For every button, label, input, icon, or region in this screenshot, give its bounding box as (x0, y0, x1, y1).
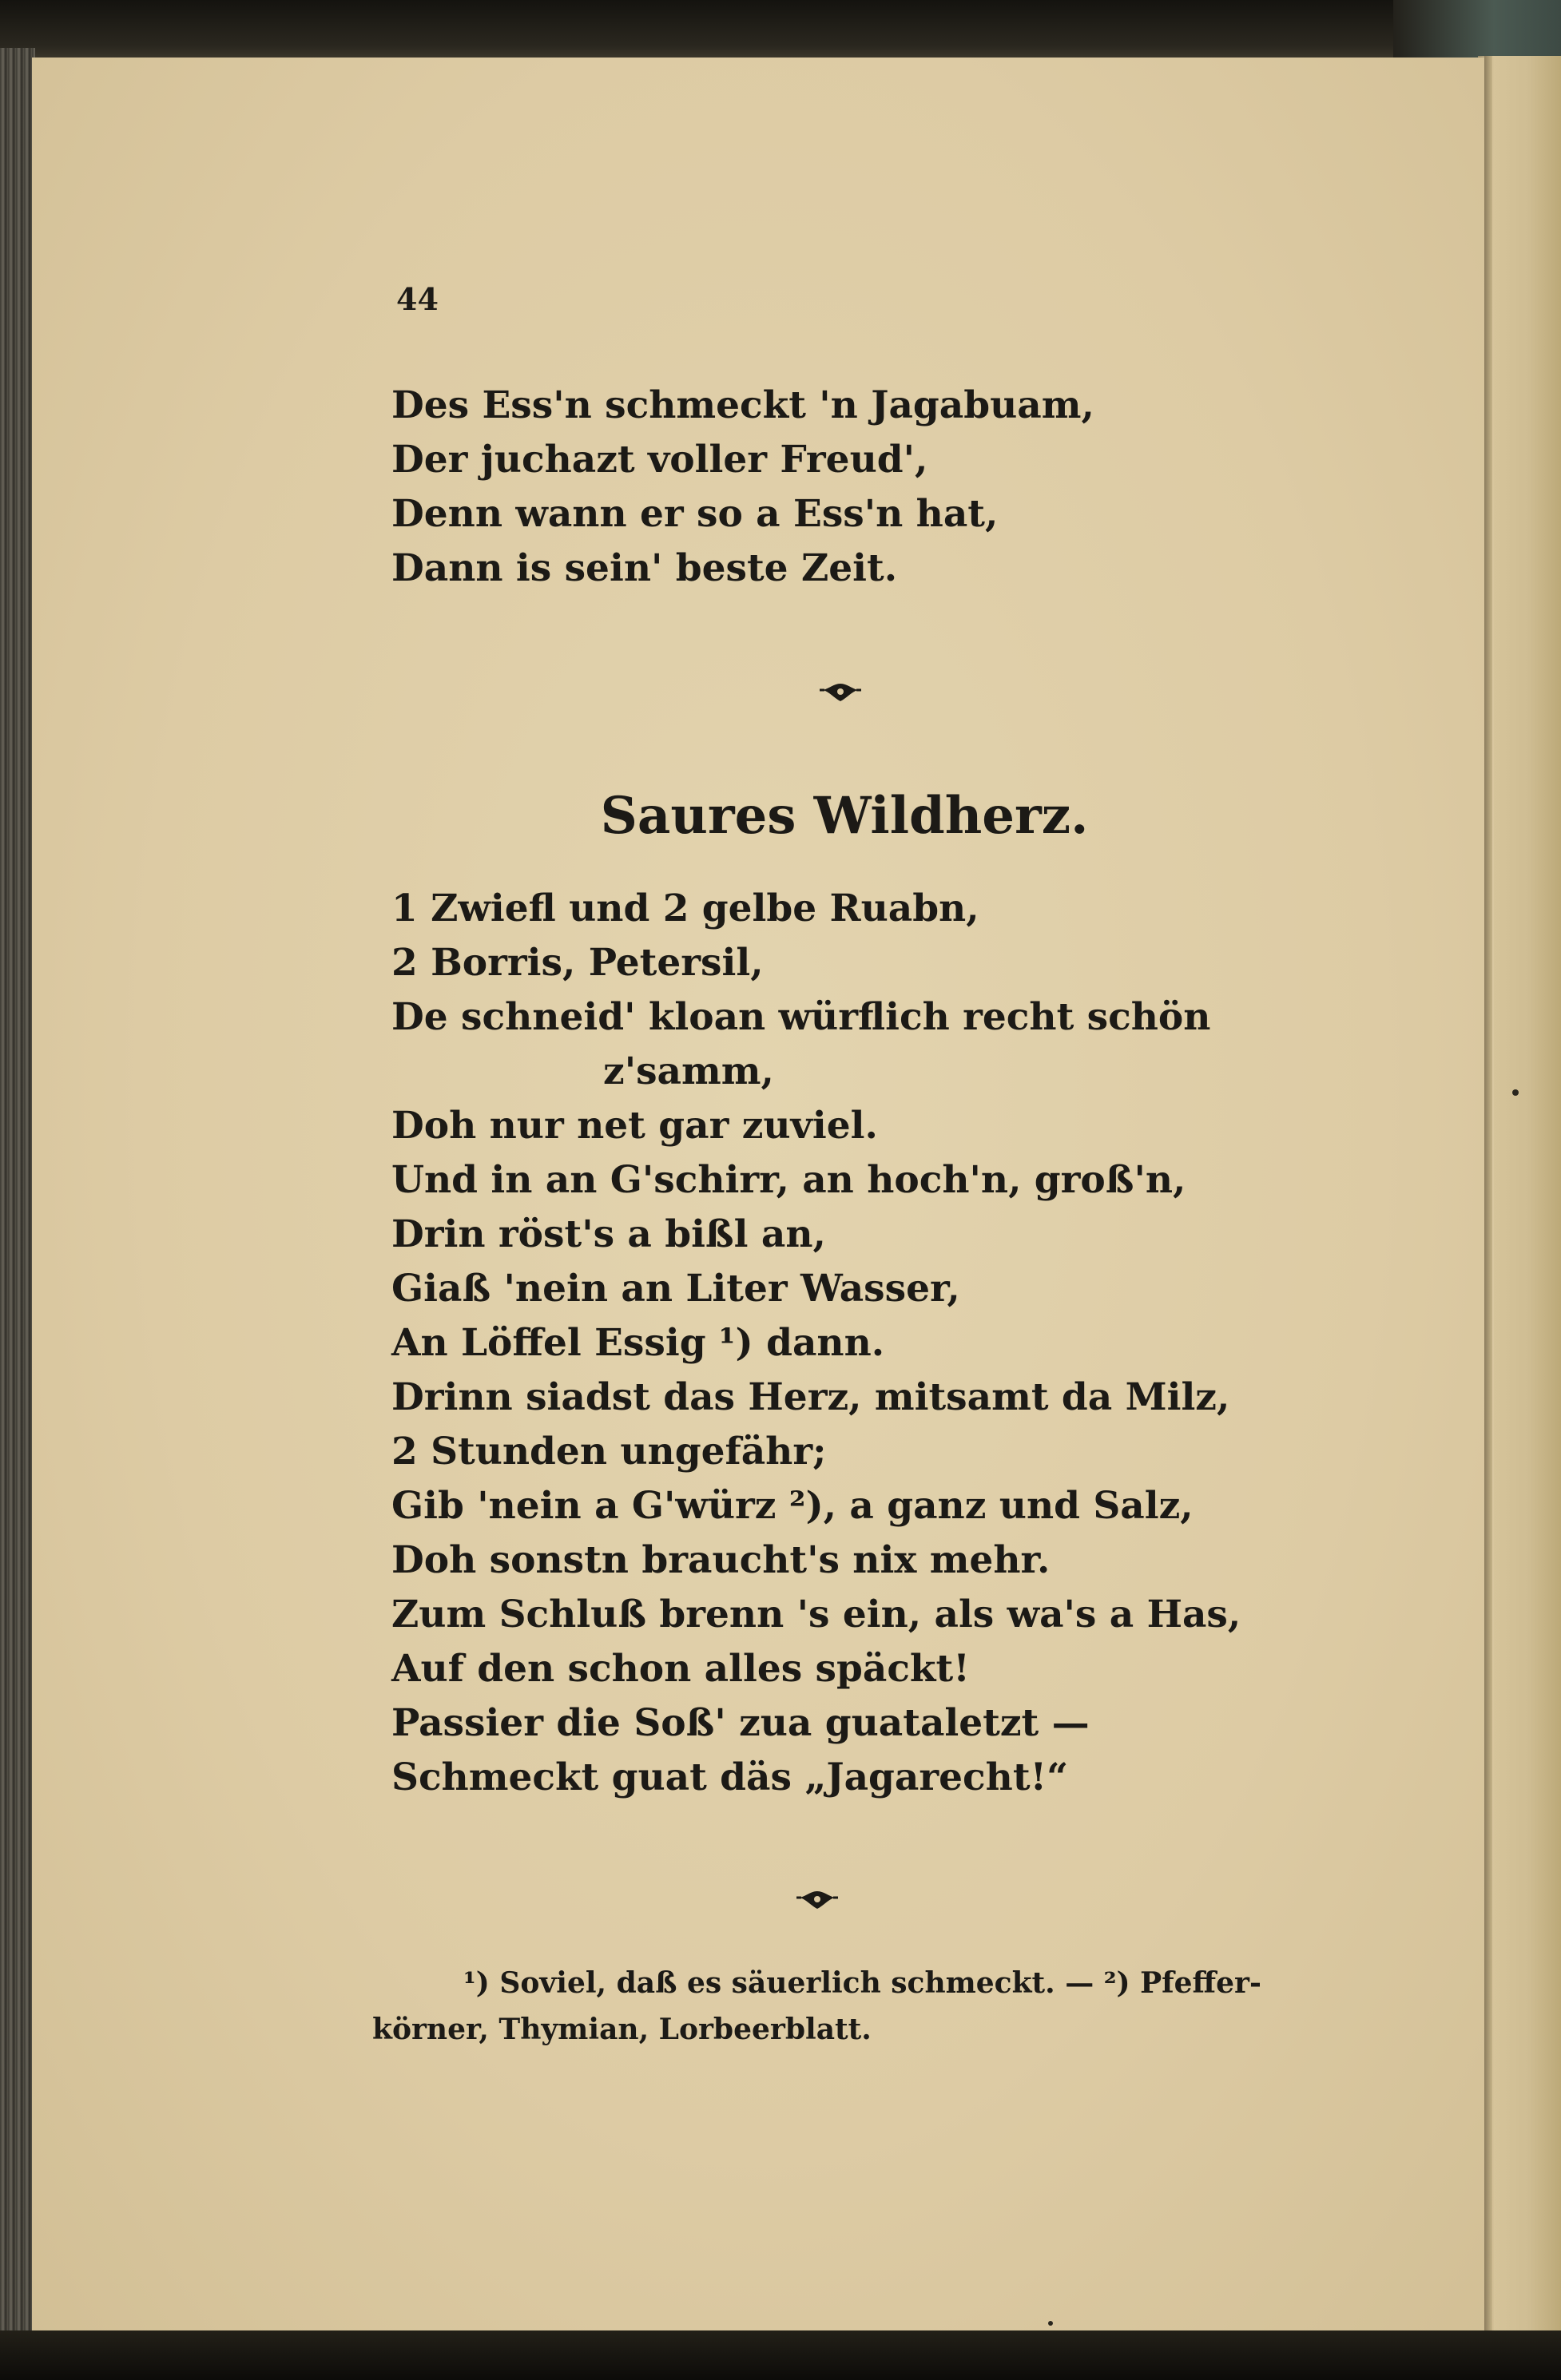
page-fold-shadow (1484, 56, 1492, 2344)
ornament-divider-icon (818, 680, 863, 704)
verse-line: Schmeckt guat däs „Jagarecht!“ (391, 1755, 1069, 1799)
verse-1 (391, 379, 1094, 596)
paper-speck (1512, 1089, 1519, 1096)
verse-line: 2 Stunden ungefähr; (391, 1430, 827, 1474)
verse-line: 2 Borris, Petersil, (391, 941, 764, 985)
paper-speck (1048, 2321, 1053, 2326)
verse-line: Drinn siadst das Herz, mitsamt da Milz, (391, 1375, 1230, 1419)
verse-line: Giaß 'nein an Liter Wasser, (391, 1267, 960, 1311)
recipe-heading-text: Saures Wildherz. (600, 786, 1089, 846)
verse-line: Gib 'nein a G'würz ²), a ganz und Salz, (391, 1484, 1194, 1528)
verse-line: Doh nur net gar zuviel. (391, 1104, 878, 1148)
page-number: 44 (396, 281, 439, 317)
book-spine-edge (0, 48, 35, 2340)
verse-line: Auf den schon alles späckt! (391, 1647, 970, 1691)
scan-top-border (0, 0, 1561, 58)
verse-line: Der juchazt voller Freud', (391, 438, 928, 482)
verse-line: Denn wann er so a Ess'n hat, (391, 492, 999, 536)
recipe-heading (0, 786, 1561, 846)
verse-line: Doh sonstn braucht's nix mehr. (391, 1538, 1051, 1582)
verse-line: An Löffel Essig ¹) dann. (391, 1321, 885, 1365)
ornament-divider-icon (795, 1888, 840, 1912)
verse-line: Drin röst's a bißl an, (391, 1212, 826, 1256)
verse-line: Und in an G'schirr, an hoch'n, groß'n, (391, 1158, 1186, 1202)
verse-line: Zum Schluß brenn 's ein, als wa's a Has, (391, 1593, 1241, 1636)
verse-line: Passier die Soß' zua guataletzt — (391, 1701, 1090, 1745)
verse-2 (391, 882, 1241, 1805)
scan-top-corner (1393, 0, 1561, 64)
verse-line: Dann is sein' beste Zeit. (391, 546, 898, 590)
verse-line: Des Ess'n schmeckt 'n Jagabuam, (391, 383, 1094, 427)
footnote-line: körner, Thymian, Lorbeerblatt. (372, 2013, 872, 2046)
verse-line: De schneid' kloan würflich recht schön (391, 995, 1211, 1039)
footnote-line: ¹) Soviel, daß es säuerlich schmeckt. — ²) Pfeffer- (463, 1966, 1261, 2000)
verse-line: z'samm, (603, 1049, 774, 1093)
verse-line: 1 Zwiefl und 2 gelbe Ruabn, (391, 887, 979, 930)
scan-bottom-border (0, 2330, 1561, 2380)
